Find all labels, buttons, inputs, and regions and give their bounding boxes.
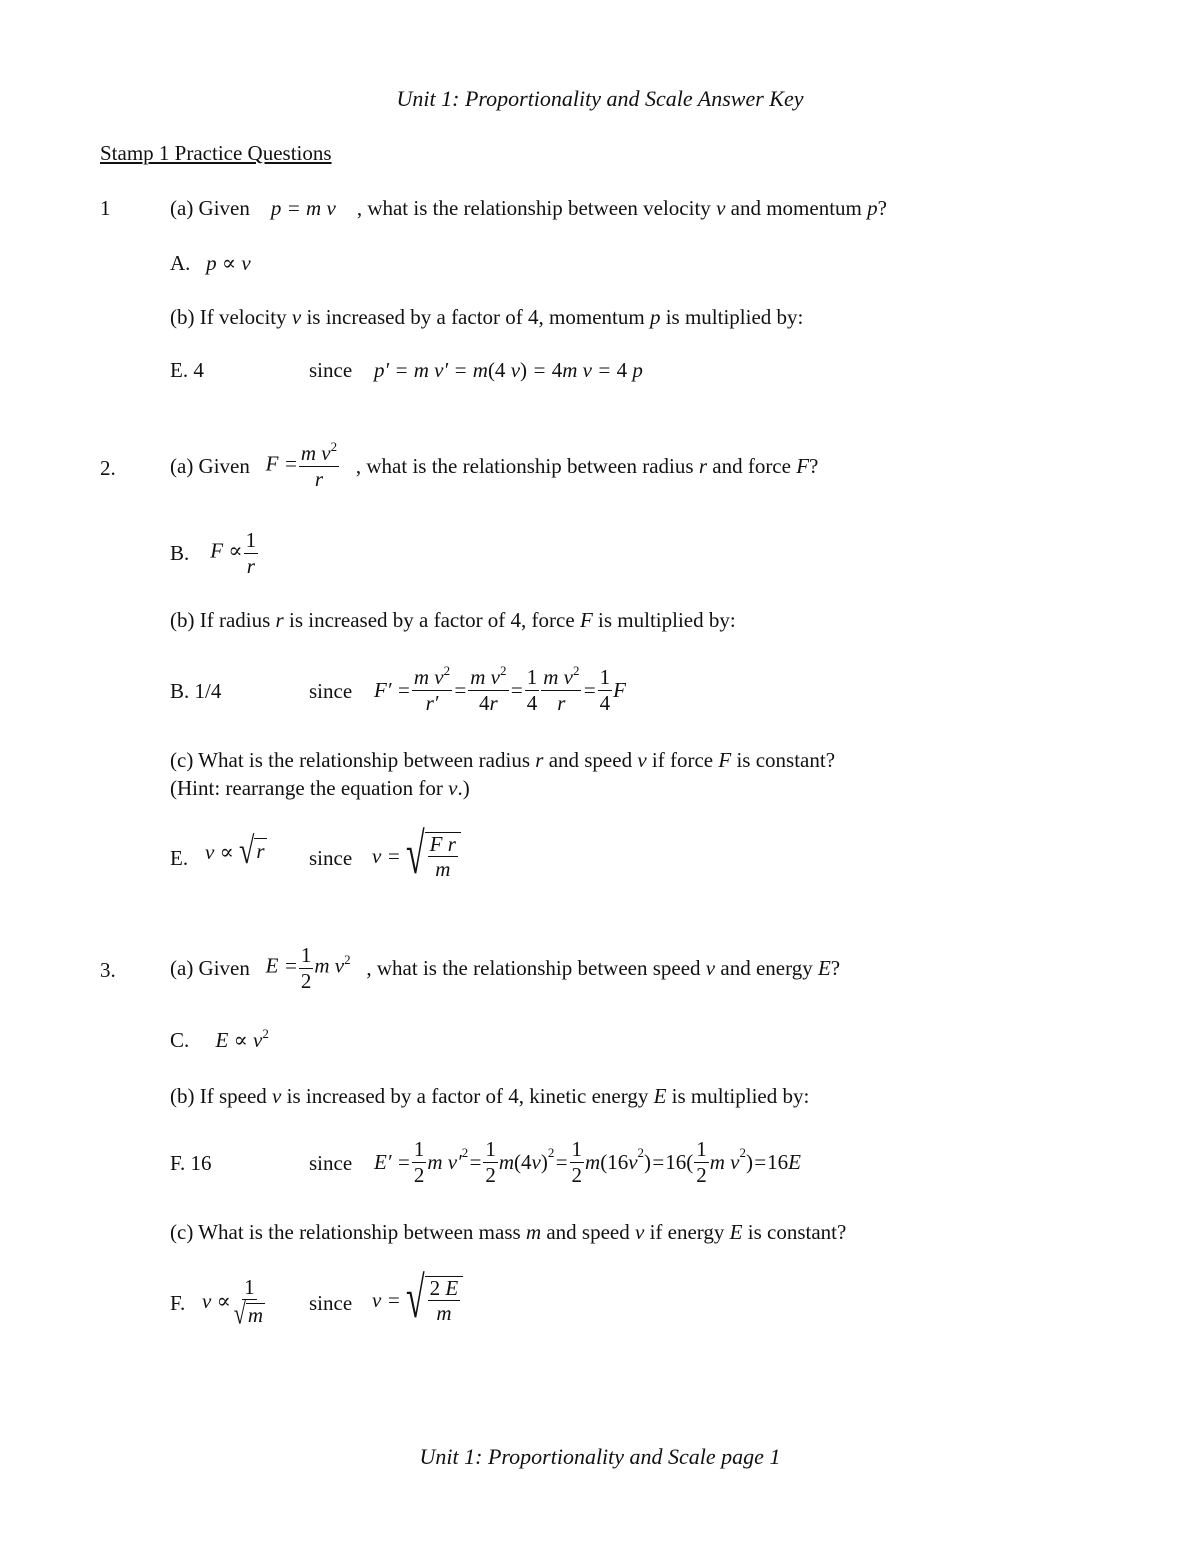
question-text: (c) What is the relationship between mass — [170, 1220, 521, 1244]
derivation-3c: v = √ $\frac{2 E}{m}$ — [372, 1270, 463, 1330]
question-text: (b) If velocity — [170, 305, 287, 329]
answer-expression: F ∝ $\frac{1}{r}$ — [210, 528, 257, 578]
answer-1a — [170, 251, 251, 276]
equation-given: F = $\frac{m v^2}{r}$ — [265, 439, 338, 491]
variable: E — [729, 1220, 743, 1244]
answer-3a — [170, 1028, 269, 1053]
answer-expression: v ∝ 1 √ m — [202, 1275, 264, 1331]
question-text: (a) Given — [170, 453, 250, 478]
answer-expression: v ∝ √ r — [205, 830, 265, 873]
question-number: 1 — [100, 196, 111, 220]
question-text: ? — [809, 453, 819, 478]
question-text: is constant? — [747, 1220, 847, 1244]
answer-1b: E. 4 — [170, 358, 204, 382]
question-text: is increased by a factor of 4, kinetic energy — [286, 1084, 649, 1108]
question-3a — [170, 940, 840, 996]
question-3b — [170, 1084, 809, 1109]
question-2a — [170, 438, 818, 494]
hint-text: (Hint: rearrange the equation for — [170, 776, 443, 800]
page-footer: Unit 1: Proportionality and Scale page 1 — [419, 1444, 781, 1469]
question-text: , what is the relationship between radius — [355, 453, 694, 478]
question-1a — [170, 196, 887, 221]
since-label: since — [309, 679, 353, 703]
answer-letter: F. — [170, 1291, 186, 1315]
answer-2a — [170, 528, 259, 578]
hint-text: .) — [457, 776, 470, 800]
question-text: is multiplied by: — [671, 1084, 810, 1108]
derivation-2c: v = √ $\frac{\text{F r}}{m}$ — [372, 826, 461, 886]
question-text: ? — [877, 196, 887, 220]
question-text: and force — [712, 453, 791, 478]
answer-3b: F. 16 — [170, 1151, 212, 1175]
question-text: and speed — [548, 748, 633, 772]
variable: F — [796, 453, 810, 478]
equation-given: p = m v — [270, 196, 336, 220]
question-text: (a) Given — [170, 196, 250, 220]
answer-expression: $E \propto v^2$ — [215, 1026, 269, 1052]
question-text: ? — [830, 955, 841, 980]
question-text: is multiplied by: — [665, 305, 804, 329]
since-label: since — [309, 1291, 353, 1315]
question-text: is increased by a factor of 4, momentum — [306, 305, 645, 329]
section-heading: Stamp 1 Practice Questions — [100, 141, 332, 165]
variable: p — [649, 305, 661, 329]
question-text: (a) Given — [170, 955, 250, 980]
answer-letter: A. — [170, 251, 191, 275]
since-label: since — [309, 846, 353, 870]
derivation-1b: p′ = m v′ = m(4 v) = 4m v = 4 p — [374, 358, 643, 382]
question-2c — [170, 748, 835, 773]
question-3c — [170, 1220, 846, 1245]
variable: r — [698, 453, 707, 478]
variable: v — [272, 1084, 282, 1108]
question-text: (c) What is the relationship between radius — [170, 748, 530, 772]
variable: v — [635, 1220, 645, 1244]
equation-given: E = $\frac{1}{2}$ m $v^2$ — [265, 943, 351, 993]
variable: r — [275, 608, 284, 632]
document-title: Unit 1: Proportionality and Scale Answer Key — [396, 86, 804, 111]
variable: E — [653, 1084, 667, 1108]
answer-letter: B. — [170, 540, 190, 565]
variable: v — [637, 748, 647, 772]
variable: F — [579, 608, 593, 632]
since-label: since — [309, 358, 353, 382]
variable: p — [867, 196, 878, 220]
question-text: is constant? — [736, 748, 836, 772]
variable: v — [716, 196, 726, 220]
question-text: if force — [651, 748, 714, 772]
variable: F — [718, 748, 732, 772]
question-text: and momentum — [730, 196, 862, 220]
question-text: , what is the relationship between velocity — [356, 196, 711, 220]
question-text: (b) If speed — [170, 1084, 267, 1108]
derivation-2b: F′ = $\frac{m v^2}{r'}$ = $\frac{m v^2}{4r}$ = $\frac{1}{4}$ $\frac{m v^2}{r}$ = $\frac{1}{4}$ F — [374, 663, 626, 715]
answer-letter: C. — [170, 1028, 190, 1052]
question-text: if energy — [649, 1220, 725, 1244]
variable: v — [705, 955, 716, 980]
question-text: , what is the relationship between speed — [366, 955, 701, 980]
question-number: 2. — [100, 456, 116, 480]
variable: r — [535, 748, 544, 772]
derivation-3b: E′ = $\frac{1}{2}$ m v′ 2 = $\frac{1}{2}$ m (4 v ) 2 = $\frac{1}{2}$ m (16 v 2 ) = 16( $\frac{1}{2}$ m v 2 ) = 16 E — [374, 1137, 801, 1187]
question-text: and energy — [720, 955, 813, 980]
question-number: 3. — [100, 958, 116, 982]
question-1b — [170, 305, 803, 330]
question-text: is multiplied by: — [598, 608, 736, 632]
question-text: (b) If radius — [170, 608, 271, 632]
variable: v — [291, 305, 302, 329]
hint-2c — [170, 776, 470, 801]
question-text: is increased by a factor of 4, force — [288, 608, 575, 632]
variable: v — [448, 776, 458, 800]
question-2b — [170, 608, 736, 633]
answer-2b: B. 1/4 — [170, 679, 222, 703]
variable: m — [525, 1220, 542, 1244]
question-text: and speed — [546, 1220, 630, 1244]
variable: E — [817, 955, 831, 980]
answer-letter: E. — [170, 846, 189, 870]
answer-expression: p ∝ v — [206, 251, 251, 275]
since-label: since — [309, 1151, 353, 1175]
